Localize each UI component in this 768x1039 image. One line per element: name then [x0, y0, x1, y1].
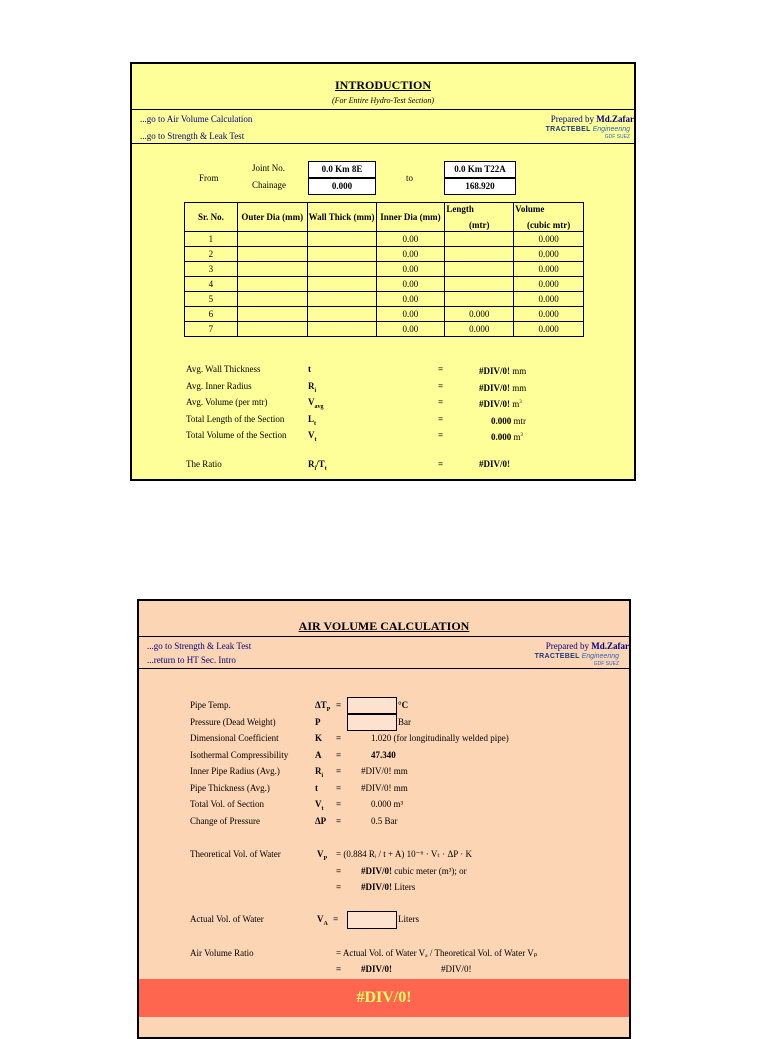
- joint-label: Joint No.: [252, 163, 286, 173]
- param-symbol: t: [315, 782, 318, 793]
- cell-volume: 0.000: [514, 292, 584, 307]
- from-label: From: [199, 173, 219, 183]
- ratio-symbol: $R_i/T_t$: [308, 459, 327, 472]
- cell-volume: 0.000: [514, 277, 584, 292]
- param-eq: =: [336, 799, 342, 809]
- summary-symbol: $V_{avg}$: [308, 397, 324, 410]
- cell-sr: 6: [185, 307, 238, 322]
- divider: [139, 668, 629, 669]
- link-strength-leak[interactable]: ...go to Strength & Leak Test: [147, 641, 252, 651]
- cell-volume: 0.000: [514, 322, 584, 337]
- cell-wall[interactable]: [307, 322, 376, 337]
- prepared-prefix: Prepared by: [545, 641, 589, 651]
- cell-length[interactable]: [445, 232, 514, 247]
- from-joint-field[interactable]: 0.0 Km 8E: [308, 161, 376, 178]
- cell-wall[interactable]: [307, 292, 376, 307]
- cell-outer[interactable]: [237, 262, 307, 277]
- tractebel-logo: TRACTEBEL Engineering GDF SUEZ: [545, 126, 630, 140]
- cell-length[interactable]: [445, 262, 514, 277]
- summary-value: #DIV/0! mm: [479, 382, 527, 393]
- air-ratio-formula: = Actual Vol. of Water Vₐ / Theoretical Vol. of Water Vₚ: [336, 948, 538, 958]
- param-value: 0.000 m³: [371, 799, 404, 809]
- intro-subtitle: (For Entire Hydro-Test Section): [332, 96, 434, 105]
- air-ratio-value-secondary: #DIV/0!: [441, 964, 472, 974]
- cell-wall[interactable]: [307, 307, 376, 322]
- summary-symbol: $L_t$: [308, 413, 317, 427]
- cell-inner: 0.00: [376, 262, 445, 277]
- summary-eq: =: [438, 413, 444, 424]
- air-title: AIR VOLUME CALCULATION: [298, 619, 470, 633]
- param-label: Change of Pressure: [190, 815, 260, 826]
- param-symbol: $V_t$: [315, 799, 324, 812]
- cell-outer[interactable]: [237, 307, 307, 322]
- table-row: [185, 322, 584, 337]
- cell-volume: 0.000: [514, 262, 584, 277]
- divider: [132, 109, 634, 110]
- table-row: [185, 292, 584, 307]
- divider: [132, 143, 634, 144]
- air-ratio-value: #DIV/0!: [361, 964, 392, 974]
- chainage-label: Chainage: [252, 180, 286, 190]
- summary-eq: =: [438, 380, 444, 391]
- table-row: [185, 247, 584, 262]
- param-symbol: K: [315, 733, 323, 743]
- cell-inner: 0.00: [376, 247, 445, 262]
- param-label: Pipe Temp.: [190, 700, 231, 710]
- pipe-temp-input[interactable]: [347, 697, 397, 714]
- cell-wall[interactable]: [307, 277, 376, 292]
- from-chainage-field[interactable]: 0.000: [308, 178, 376, 195]
- header-wall-thick: Wall Thick (mm): [307, 203, 376, 232]
- summary-label: Avg. Wall Thickness: [186, 364, 261, 374]
- table-row: [185, 262, 584, 277]
- summary-value: #DIV/0! mm: [479, 366, 527, 376]
- param-eq: =: [336, 782, 342, 793]
- cell-inner: 0.00: [376, 322, 445, 337]
- cell-inner: 0.00: [376, 232, 445, 247]
- param-eq: =: [336, 815, 342, 826]
- param-value: 1.020 (for longitudinally welded pipe): [371, 733, 509, 743]
- header-inner-dia: Inner Dia (mm): [376, 203, 445, 232]
- cell-volume: 0.000: [514, 232, 584, 247]
- cell-volume: 0.000: [514, 307, 584, 322]
- to-joint-field[interactable]: 0.0 Km T22A: [444, 161, 516, 178]
- table-row: [185, 232, 584, 247]
- theoretical-m3: #DIV/0! cubic meter (m³); or: [361, 866, 467, 876]
- theoretical-formula: = (0.884 Rᵢ / t + A) 10⁻⁶ · Vₜ · ΔP · K: [336, 849, 472, 859]
- param-unit: °C: [398, 700, 409, 710]
- summary-label: Avg. Volume (per mtr): [186, 397, 268, 407]
- cell-wall[interactable]: [307, 262, 376, 277]
- prepared-by: [546, 641, 629, 652]
- theoretical-symbol: $V_P$: [317, 849, 328, 862]
- param-value: #DIV/0! mm: [361, 782, 408, 793]
- cell-sr: 5: [185, 292, 238, 307]
- air-ratio-label: Air Volume Ratio: [190, 948, 254, 958]
- summary-label: Total Volume of the Section: [186, 430, 287, 440]
- to-label: to: [406, 173, 414, 183]
- table-row: [185, 277, 584, 292]
- param-symbol: P: [315, 716, 321, 727]
- header-sr-no: Sr. No.: [185, 203, 238, 232]
- summary-value: #DIV/0! $m^3$: [479, 399, 522, 409]
- cell-length[interactable]: [445, 277, 514, 292]
- param-symbol: ΔP: [315, 815, 327, 826]
- cell-sr: 1: [185, 232, 238, 247]
- param-eq: =: [336, 700, 342, 710]
- cell-wall[interactable]: [307, 232, 376, 247]
- param-symbol: $R_i$: [315, 766, 324, 779]
- cell-outer[interactable]: [237, 292, 307, 307]
- cell-sr: 3: [185, 262, 238, 277]
- cell-inner: 0.00: [376, 292, 445, 307]
- param-value: 0.5 Bar: [371, 815, 398, 826]
- param-unit: Bar: [398, 716, 411, 727]
- actual-symbol: $V_A$ =: [317, 914, 339, 927]
- actual-volume-input[interactable]: [347, 911, 397, 929]
- summary-value: 0.000 $m^3$: [491, 432, 524, 442]
- cell-outer[interactable]: [237, 322, 307, 337]
- cell-sr: 2: [185, 247, 238, 262]
- param-label: Dimensional Coefficient: [190, 733, 279, 743]
- result-banner: #DIV/0!: [139, 979, 629, 1017]
- param-value: 47.340: [371, 749, 396, 760]
- actual-label: Actual Vol. of Water: [190, 914, 264, 924]
- pressure-input[interactable]: [347, 714, 397, 731]
- param-symbol: $\Delta T_P$: [315, 700, 331, 713]
- tractebel-logo: TRACTEBEL Engineering GDF SUEZ: [534, 653, 619, 667]
- param-label: Total Vol. of Section: [190, 799, 265, 809]
- prepared-prefix: Prepared by: [550, 114, 594, 124]
- cell-outer[interactable]: [237, 247, 307, 262]
- summary-eq: =: [438, 364, 444, 374]
- header-volume: Volume (cubic mtr): [514, 203, 584, 232]
- actual-unit: Liters: [398, 914, 419, 924]
- header-length: Length (mtr): [445, 203, 514, 232]
- cell-sr: 4: [185, 277, 238, 292]
- cell-wall[interactable]: [307, 247, 376, 262]
- cell-outer[interactable]: [237, 277, 307, 292]
- summary-symbol: t: [308, 364, 311, 374]
- param-eq: =: [336, 766, 342, 776]
- air-ratio-eq: =: [336, 964, 342, 974]
- link-strength-leak[interactable]: ...go to Strength & Leak Test: [140, 131, 245, 141]
- cell-length[interactable]: [445, 247, 514, 262]
- prepared-by: [551, 114, 634, 125]
- param-label: Inner Pipe Radius (Avg.): [190, 766, 280, 776]
- summary-symbol: $V_t$: [308, 430, 317, 443]
- param-label: Pipe Thickness (Avg.): [190, 782, 270, 793]
- intro-title: INTRODUCTION: [334, 78, 431, 92]
- pipe-section-table: [184, 202, 584, 337]
- summary-eq: =: [438, 397, 444, 407]
- cell-volume: 0.000: [514, 247, 584, 262]
- summary-symbol: $R_i$: [308, 380, 317, 394]
- summary-label: Avg. Inner Radius: [186, 380, 252, 391]
- cell-length[interactable]: 0.000: [445, 307, 514, 322]
- param-value: #DIV/0! mm: [361, 766, 408, 776]
- cell-length[interactable]: [445, 292, 514, 307]
- ratio-eq: =: [438, 459, 444, 469]
- cell-inner: 0.00: [376, 277, 445, 292]
- param-label: Isothermal Compressibility: [190, 749, 289, 760]
- cell-length[interactable]: 0.000: [445, 322, 514, 337]
- ratio-label: The Ratio: [186, 459, 222, 469]
- cell-sr: 7: [185, 322, 238, 337]
- table-header-row: [185, 203, 584, 232]
- cell-outer[interactable]: [237, 232, 307, 247]
- prepared-name: Md.Zafar: [596, 114, 634, 124]
- introduction-sheet: [130, 62, 636, 481]
- prepared-name: Md.Zafar: [591, 641, 629, 651]
- param-eq: =: [336, 749, 342, 760]
- summary-value: 0.000 mtr: [491, 415, 526, 426]
- summary-label: Total Length of the Section: [186, 413, 285, 424]
- theoretical-label: Theoretical Vol. of Water: [190, 849, 281, 859]
- param-symbol: A: [315, 749, 322, 760]
- to-chainage-field[interactable]: 168.920: [444, 178, 516, 195]
- param-label: Pressure (Dead Weight): [190, 716, 276, 727]
- cell-inner: 0.00: [376, 307, 445, 322]
- param-eq: =: [336, 733, 342, 743]
- theoretical-liters: #DIV/0! Liters: [361, 882, 416, 892]
- summary-eq: =: [438, 430, 444, 440]
- theoretical-eq: =: [336, 882, 342, 892]
- link-return-intro[interactable]: ...return to HT Sec. Intro: [147, 655, 236, 665]
- table-row: [185, 307, 584, 322]
- header-outer-dia: Outer Dia (mm): [237, 203, 307, 232]
- air-volume-sheet: [137, 599, 631, 1039]
- divider: [139, 636, 629, 637]
- ratio-value: #DIV/0!: [479, 459, 510, 469]
- theoretical-eq: =: [336, 866, 342, 876]
- link-air-volume[interactable]: ...go to Air Volume Calculation: [140, 114, 253, 124]
